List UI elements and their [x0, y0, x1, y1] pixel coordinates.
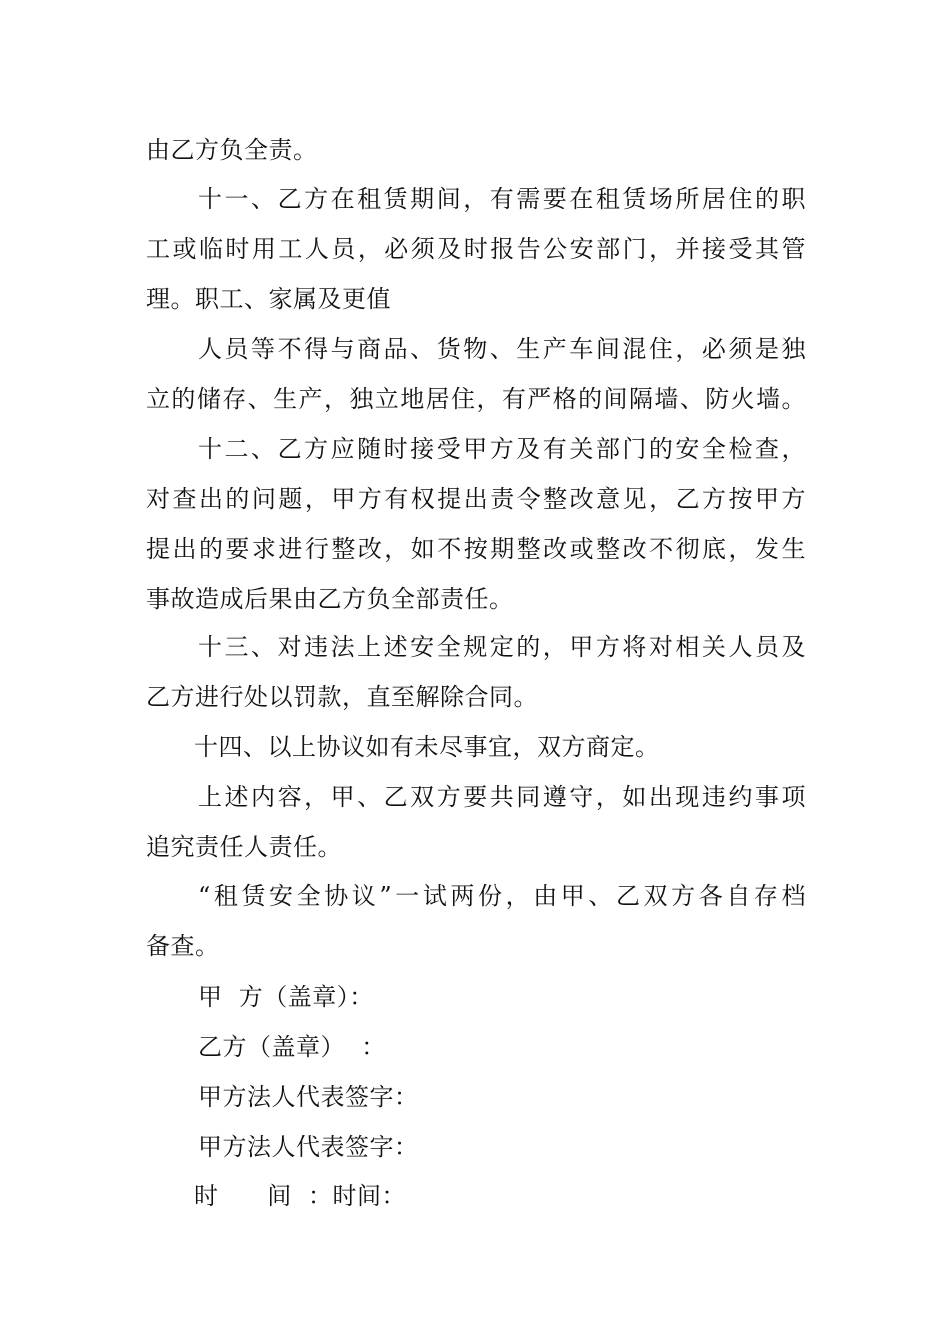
text-line: 对查出的问题，甲方有权提出责令整改意见，乙方按甲方: [146, 485, 806, 513]
text-line: 提出的要求进行整改，如不按期整改或整改不彻底，发生: [146, 535, 806, 563]
signature-line-legal-rep: 甲方法人代表签字：: [198, 1083, 419, 1111]
text-line: 人员等不得与商品、货物、生产车间混住，必须是独: [198, 335, 806, 363]
text-line: 立的储存、生产，独立地居住，有严格的间隔墙、防火墙。: [146, 385, 806, 413]
text-line: 理。职工、家属及更值: [146, 285, 391, 313]
text-line: 由乙方负全责。: [146, 136, 318, 164]
text-line: 备查。: [146, 932, 220, 960]
date-line: 时 间 ：时间：: [194, 1182, 407, 1210]
signature-line-party-a: 甲 方（盖章）：: [198, 983, 374, 1011]
signature-line-party-b: 乙方（盖章） ：: [198, 1033, 386, 1061]
text-line: 十一、乙方在租赁期间，有需要在租赁场所居住的职: [198, 185, 806, 213]
text-line: 上述内容，甲、乙双方要共同遵守，如出现违约事项: [198, 783, 806, 811]
text-line: 工或临时用工人员，必须及时报告公安部门，并接受其管: [146, 235, 806, 263]
text-line: 追究责任人责任。: [146, 833, 342, 861]
signature-line-legal-rep: 甲方法人代表签字：: [198, 1133, 419, 1161]
text-line: 十二、乙方应随时接受甲方及有关部门的安全检查，: [198, 435, 806, 463]
text-line: 乙方进行处以罚款，直至解除合同。: [146, 683, 538, 711]
text-line: 十四、以上协议如有未尽事宜，双方商定。: [194, 733, 660, 761]
text-line: “租赁安全协议”一试两份，由甲、乙双方各自存档: [198, 882, 806, 910]
text-line: 事故造成后果由乙方负全部责任。: [146, 585, 514, 613]
text-line: 十三、对违法上述安全规定的，甲方将对相关人员及: [198, 633, 806, 661]
